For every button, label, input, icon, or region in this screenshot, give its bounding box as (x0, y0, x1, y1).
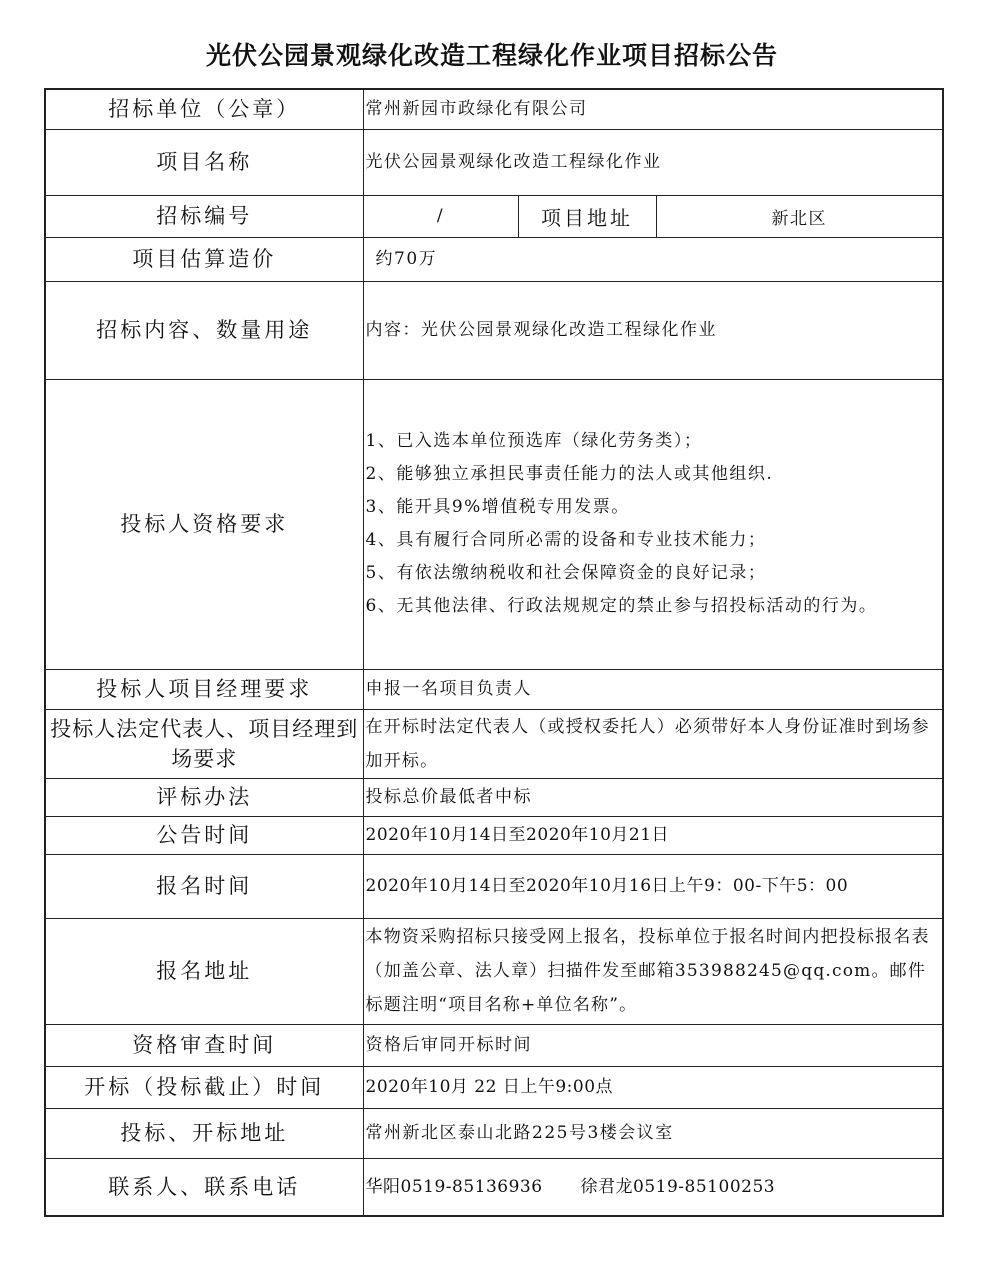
row-evaluation (45, 778, 943, 816)
qualification-item: 5、有依法缴纳税收和社会保障资金的良好记录； (365, 563, 767, 583)
row-unit (45, 89, 943, 129)
label-unit: 招标单位（公章） (45, 89, 363, 129)
value-register-time: 2020年10月14日至2020年10月16日上午9：00-下午5：00 (363, 854, 943, 918)
row-register-time (45, 854, 943, 918)
label-project-name: 项目名称 (45, 129, 363, 195)
row-open-place (45, 1108, 943, 1158)
value-content: 内容：光伏公园景观绿化改造工程绿化作业 (363, 281, 943, 379)
qualification-item: 1、已入选本单位预选库（绿化劳务类）； (365, 431, 703, 451)
label-register-time: 报名时间 (45, 854, 363, 918)
value-unit: 常州新园市政绿化有限公司 (363, 89, 943, 129)
row-register-addr (45, 918, 943, 1024)
notice-table (44, 88, 944, 1217)
row-bid-number (45, 195, 943, 237)
value-contact (363, 1158, 943, 1216)
label-open-time: 开标（投标截止）时间 (45, 1066, 363, 1108)
row-estimate (45, 237, 943, 281)
value-project-name: 光伏公园景观绿化改造工程绿化作业 (363, 129, 943, 195)
row-announce-time (45, 816, 943, 854)
row-qualification (45, 379, 943, 669)
qualification-item: 4、具有履行合同所必需的设备和专业技术能力； (365, 530, 767, 550)
label-manager-req: 投标人项目经理要求 (45, 669, 363, 709)
label-content: 招标内容、数量用途 (45, 281, 363, 379)
value-review-time: 资格后审同开标时间 (363, 1024, 943, 1066)
label-attendance: 投标人法定代表人、项目经理到场要求 (45, 709, 363, 778)
row-attendance (45, 709, 943, 778)
label-estimate: 项目估算造价 (45, 237, 363, 281)
qualification-item: 6、无其他法律、行政法规规定的禁止参与招投标活动的行为。 (365, 596, 878, 616)
label-qualification: 投标人资格要求 (45, 379, 363, 669)
label-evaluation: 评标办法 (45, 778, 363, 816)
row-manager-req (45, 669, 943, 709)
value-open-place: 常州新北区泰山北路225号3楼会议室 (363, 1108, 943, 1158)
qualification-item: 3、能开具9%增值税专用发票。 (365, 497, 630, 517)
label-contact: 联系人、联系电话 (45, 1158, 363, 1216)
value-register-addr: 本物资采购招标只接受网上报名，投标单位于报名时间内把投标报名表（加盖公章、法人章）扫描件发至邮箱353988245@qq.com。邮件标题注明“项目名称+单位名称”。 (363, 918, 943, 1024)
contact-primary: 华阳0519-85136936 (365, 1176, 543, 1197)
qualification-list (363, 379, 943, 669)
label-review-time: 资格审查时间 (45, 1024, 363, 1066)
value-estimate: 约70万 (363, 237, 943, 281)
value-manager-req: 申报一名项目负责人 (363, 669, 943, 709)
label-register-addr: 报名地址 (45, 918, 363, 1024)
value-attendance: 在开标时法定代表人（或授权委托人）必须带好本人身份证准时到场参加开标。 (363, 709, 943, 778)
value-evaluation: 投标总价最低者中标 (363, 778, 943, 816)
value-bid-number: / (363, 195, 518, 237)
contact-secondary: 徐君龙0519-85100253 (580, 1176, 776, 1197)
label-bid-number: 招标编号 (45, 195, 363, 237)
label-open-place: 投标、开标地址 (45, 1108, 363, 1158)
value-project-address: 新北区 (656, 195, 943, 237)
qualification-item: 2、能够独立承担民事责任能力的法人或其他组织. (365, 464, 774, 484)
value-announce-time: 2020年10月14日至2020年10月21日 (363, 816, 943, 854)
row-project-name (45, 129, 943, 195)
row-contact (45, 1158, 943, 1216)
label-announce-time: 公告时间 (45, 816, 363, 854)
value-open-time: 2020年10月 22 日上午9:00点 (363, 1066, 943, 1108)
label-project-address: 项目地址 (518, 195, 656, 237)
page-title: 光伏公园景观绿化改造工程绿化作业项目招标公告 (205, 41, 778, 70)
row-content (45, 281, 943, 379)
row-review-time (45, 1024, 943, 1066)
row-open-time (45, 1066, 943, 1108)
